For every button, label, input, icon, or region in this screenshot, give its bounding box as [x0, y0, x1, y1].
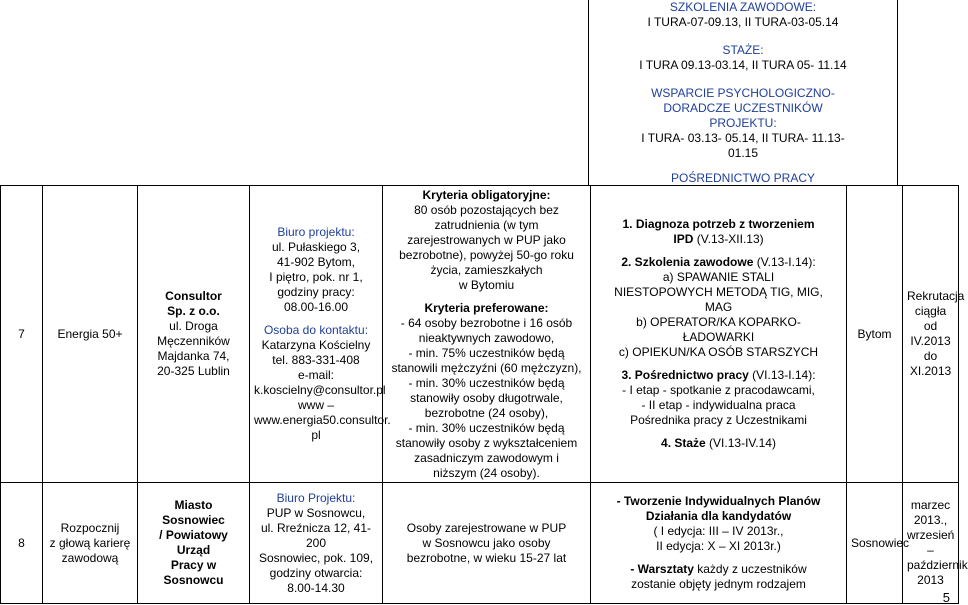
- bold-text: - Warsztaty: [630, 562, 694, 576]
- contact-line: Katarzyna Kościelny: [261, 338, 371, 352]
- table-row: [1, 483, 959, 604]
- bold-text: 2. Szkolenia zawodowe: [621, 255, 754, 269]
- wsparcie-dates-2: 01.15: [727, 146, 759, 160]
- contact-line: 08.00-16.00: [283, 300, 349, 314]
- bold-text: Działania dla kandydatów: [645, 509, 792, 523]
- text: w Bytomiu: [458, 277, 515, 292]
- contact-line: Biuro Projektu:: [276, 490, 356, 505]
- contact-line: Biuro projektu:: [277, 225, 355, 239]
- text-line: [387, 376, 586, 391]
- recruitment-cell: [903, 483, 968, 604]
- recruit-line: marzec 2013.,: [910, 498, 951, 527]
- recruit-line: październik: [907, 558, 968, 572]
- page-number: 5: [942, 590, 950, 605]
- bold-text: Kryteria preferowane:: [424, 300, 549, 315]
- contact-line: e-mail:: [297, 368, 334, 382]
- top-continuation-cell: [588, 0, 898, 185]
- bold-text: 4. Staże: [661, 436, 706, 450]
- org-addr-1: ul. Droga: [169, 319, 218, 333]
- support-cell: [591, 186, 847, 483]
- text-line: [595, 383, 842, 398]
- wsparcie-dates-1: I TURA- 03.13- 05.14, II TURA- 11.13-: [641, 131, 845, 145]
- text-line: [387, 263, 586, 278]
- suffix-text: (VI.13-I.14):: [748, 368, 816, 382]
- contact-line: Sosnowiec, pok. 109,: [258, 550, 374, 565]
- contact-line: tel. 883-331-408: [272, 353, 360, 367]
- text-line: [595, 509, 842, 524]
- text-line: [595, 413, 842, 428]
- contact-line: Osoba do kontaktu:: [263, 323, 369, 337]
- projects-table: [0, 185, 968, 604]
- title-line: z głową karierę: [49, 535, 131, 550]
- org-addr-2: Męczenników: [157, 334, 230, 348]
- text: stanowiły osoby długotrwale,: [410, 390, 563, 405]
- text: c) OPIEKUN/KA OSÓB STARSZYCH: [618, 345, 819, 359]
- text: bezrobotne (24 osoby),: [424, 405, 549, 420]
- criteria-cell: [383, 483, 591, 604]
- text-line: [595, 300, 842, 315]
- recruit-line: IV.2013 do: [910, 334, 951, 363]
- text-line: [387, 421, 586, 436]
- text-line: [595, 232, 842, 247]
- org-addr-4: 20-325 Lublin: [157, 364, 230, 378]
- spacer: [254, 315, 378, 323]
- text: 80 osób pozostających bez: [414, 202, 559, 217]
- text: ( I edycja: III – IV 2013r.,: [653, 524, 784, 538]
- recruit-line: 2013: [917, 573, 944, 587]
- staze-heading: STAŻE:: [722, 43, 764, 57]
- contact-cell: [250, 186, 391, 483]
- text-line: [387, 406, 586, 421]
- wsparcie-heading-1: WSPARCIE PSYCHOLOGICZNO-: [651, 86, 835, 100]
- text-line: [595, 285, 842, 300]
- text-line: [387, 188, 586, 203]
- text-line: [387, 466, 586, 481]
- text: ŁADOWARKI: [682, 330, 755, 344]
- contact-line: 41-902 Bytom,: [276, 255, 356, 269]
- staze-dates: I TURA 09.13-03.14, II TURA 05- 11.14: [639, 58, 847, 72]
- org-line: / Powiatowy Urząd: [159, 528, 228, 557]
- support-cell: [591, 483, 847, 604]
- szkolenia-heading: SZKOLENIA ZAWODOWE:: [669, 0, 817, 14]
- text-line: [387, 361, 586, 376]
- text-line: [595, 554, 842, 562]
- text-line: [595, 330, 842, 345]
- staze-block: [589, 43, 897, 73]
- contact-cell: [250, 483, 383, 604]
- recruitment-cell: [903, 186, 965, 483]
- text: MAG: [704, 300, 733, 314]
- wsparcie-heading-3: PROJEKTU:: [709, 116, 777, 130]
- criteria-line: Osoby zarejestrowane w PUP: [406, 520, 567, 535]
- text-line: [595, 270, 842, 285]
- text-line: [387, 346, 586, 361]
- table-row: [1, 186, 959, 483]
- text-line: [387, 331, 586, 346]
- org-line: Miasto Sosnowiec: [162, 498, 225, 527]
- text-line: [595, 247, 842, 255]
- row-number: 8: [1, 483, 43, 604]
- suffix-text: każdy z uczestników: [693, 562, 807, 576]
- title-line: zawodową: [61, 550, 119, 565]
- contact-line: godziny otwarcia:: [269, 565, 363, 580]
- text-line: [595, 436, 842, 451]
- szkolenia-block: [589, 0, 897, 30]
- text: zasadniczym zawodowym i: [414, 450, 559, 465]
- criteria-line: w Sosnowcu jako osoby: [422, 535, 551, 550]
- text-line: [595, 360, 842, 368]
- text: II edycja: X – XI 2013r.): [656, 539, 781, 553]
- org-addr-3: Majdanka 74,: [157, 349, 230, 363]
- criteria-line: bezrobotne, w wieku 15-27 lat: [406, 550, 567, 565]
- bold-text: Kryteria obligatoryjne:: [422, 187, 551, 202]
- org-name-2: Sp. z o.o.: [167, 304, 220, 318]
- text: zarejestrowanych w PUP jako: [407, 232, 566, 247]
- text: NIESTOPOWYCH METODĄ TIG, MIG,: [614, 285, 823, 299]
- text: stanowiły osoby z wykształceniem: [395, 435, 578, 450]
- bold-text: IPD: [673, 232, 694, 246]
- text-line: [387, 451, 586, 466]
- project-title-cell: [43, 483, 138, 604]
- contact-www: pl: [311, 428, 321, 442]
- text: - I etap - spotkanie z pracodawcami,: [622, 383, 815, 397]
- contact-line: ul. Pułaskiego 3,: [271, 240, 361, 254]
- text-line: [595, 524, 842, 539]
- text: stanowili mężczyźni (60 mężczyzn),: [391, 360, 582, 375]
- text: bezrobotne), powyżej 50-go roku: [399, 247, 574, 262]
- text-line: [387, 203, 586, 218]
- text-line: [595, 562, 842, 577]
- recruit-line: Rekrutacja: [907, 289, 965, 303]
- text-line: [387, 436, 586, 451]
- criteria-cell: [383, 186, 591, 483]
- wsparcie-block: [589, 86, 897, 161]
- text: a) SPAWANIE STALI: [662, 270, 775, 284]
- organizer-cell: [138, 186, 250, 483]
- text: zostanie objęty jednym rodzajem: [631, 577, 806, 591]
- contact-line: godziny pracy:: [277, 285, 355, 299]
- text: - II etap - indywidualna praca: [641, 398, 796, 412]
- bold-text: 1. Diagnoza potrzeb z tworzeniem: [622, 217, 815, 231]
- suffix-text: (V.13-XII.13): [693, 232, 764, 246]
- text-line: [595, 345, 842, 360]
- recruit-line: ciągła od: [914, 304, 947, 333]
- posrednictwo-heading: POŚREDNICTWO PRACY: [670, 171, 815, 185]
- contact-line: ul. Rreźnicza 12, 41-200: [260, 520, 372, 550]
- row-number: 7: [1, 186, 43, 483]
- contact-email: k.koscielny@consultor.pl: [254, 383, 386, 397]
- text: zatrudnienia (w tym: [434, 217, 539, 232]
- text: - min. 30% uczestników będą: [408, 375, 565, 390]
- bold-text: - Tworzenie Indywidualnych Planów: [616, 494, 821, 508]
- text: - min. 75% uczestników będą: [408, 345, 565, 360]
- recruit-line: XI.2013: [909, 364, 952, 378]
- contact-line: www –: [297, 398, 334, 412]
- text-line: [595, 368, 842, 383]
- contact-line: PUP w Sosnowcu,: [266, 505, 366, 520]
- place-cell: Bytom: [847, 186, 903, 483]
- suffix-text: (V.13-I.14):: [753, 255, 816, 269]
- suffix-text: (VI.13-IV.14): [705, 436, 776, 450]
- recruit-line: wrzesień –: [907, 528, 955, 557]
- text: - min. 30% uczestników będą: [408, 420, 565, 435]
- contact-line: 8.00-14.30: [287, 580, 345, 595]
- text: niższym (24 osoby).: [433, 465, 540, 480]
- organizer-cell: [138, 483, 250, 604]
- text-line: [595, 398, 842, 413]
- text-line: [387, 233, 586, 248]
- text-line: [387, 293, 586, 301]
- place-cell: Sosnowiec: [847, 483, 903, 604]
- text: nieaktywnych zawodowo,: [418, 330, 555, 345]
- text-line: [595, 255, 842, 270]
- text: życia, zamieszkałych: [430, 262, 543, 277]
- org-name-1: Consultor: [165, 289, 222, 303]
- text: - 64 osoby bezrobotne i 16 osób: [400, 315, 573, 330]
- wsparcie-heading-2: DORADCZE UCZESTNIKÓW: [663, 101, 823, 115]
- text-line: [595, 577, 842, 592]
- text-line: [595, 494, 842, 509]
- title-line: Rozpocznij: [60, 520, 120, 535]
- contact-line: I piętro, pok. nr 1,: [269, 270, 363, 284]
- szkolenia-dates: I TURA-07-09.13, II TURA-03-05.14: [647, 15, 839, 29]
- org-line: Pracy w Sosnowcu: [163, 558, 224, 587]
- text-line: [387, 301, 586, 316]
- text-line: [595, 539, 842, 554]
- text-line: [595, 428, 842, 436]
- text-line: [387, 248, 586, 263]
- text: Pośrednika pracy z Uczestnikami: [630, 413, 807, 427]
- posrednictwo-block: [589, 171, 897, 186]
- text-line: [387, 316, 586, 331]
- bold-text: 3. Pośrednictwo pracy: [621, 368, 749, 382]
- text: b) OPERATOR/KA KOPARKO-: [636, 315, 801, 329]
- project-title: Energia 50+: [43, 186, 138, 483]
- text-line: [595, 217, 842, 232]
- text-line: [387, 391, 586, 406]
- text-line: [387, 218, 586, 233]
- contact-www: www.energia50.consultor.: [254, 413, 391, 427]
- text-line: [387, 278, 586, 293]
- text-line: [595, 315, 842, 330]
